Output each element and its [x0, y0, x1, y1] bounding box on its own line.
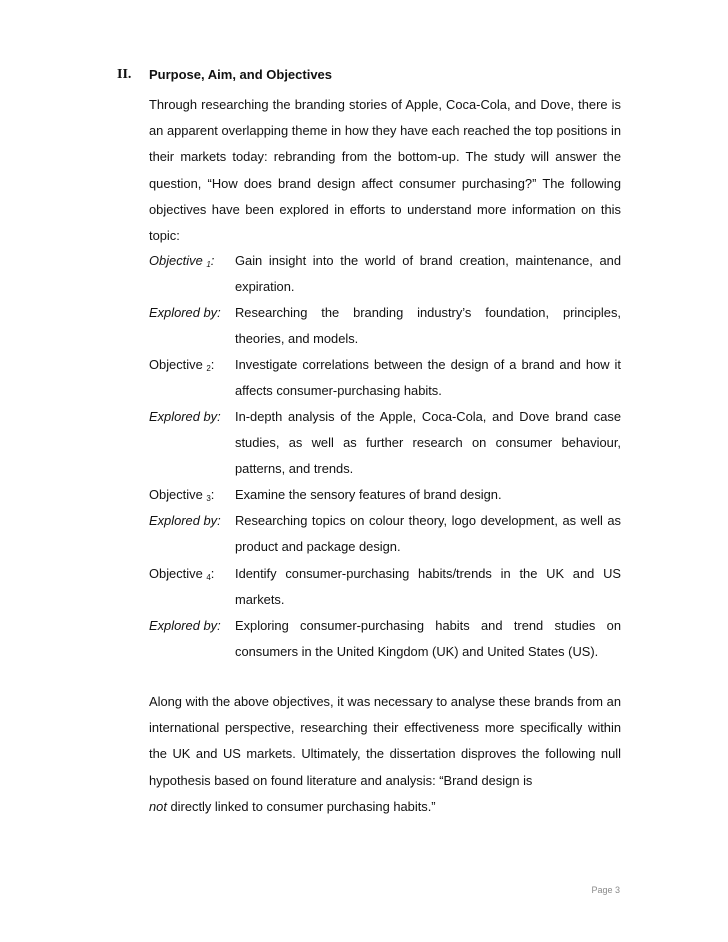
section-title: Purpose, Aim, and Objectives — [149, 67, 333, 82]
explored-by-row — [149, 508, 621, 560]
explored-by-label: Explored by: — [149, 305, 221, 320]
explored-by-label: Explored by: — [149, 409, 221, 424]
explored-by-row — [149, 404, 621, 483]
explored-by-label: Explored by: — [149, 513, 221, 528]
objective-text: Gain insight into the world of brand creation, maintenance, and expiration. — [235, 253, 621, 295]
emphasis-word: not — [149, 798, 167, 814]
objective-row — [149, 248, 621, 300]
objective-row — [149, 561, 621, 613]
objective-text: Identify consumer-purchasing habits/trends in the UK and US markets. — [235, 566, 621, 608]
explored-by-text: Researching the branding industry’s foundation, principles, theories, and models. — [235, 305, 621, 347]
objective-label: Objective $_2$: — [149, 357, 215, 373]
explored-by-row — [149, 300, 621, 352]
objective-row — [149, 352, 621, 404]
section-number: II. — [117, 67, 132, 82]
objective-row — [149, 482, 621, 508]
objective-label: Objective $_3$: — [149, 487, 215, 503]
objective-text: Examine the sensory features of brand design. — [235, 487, 502, 502]
explored-by-label: Explored by: — [149, 618, 221, 633]
objective-text: Investigate correlations between the design of a brand and how it affects consumer-purchasing habits. — [235, 357, 621, 399]
explored-by-row — [149, 613, 621, 665]
page-number: Page 3 — [591, 885, 620, 895]
explored-by-text: In-depth analysis of the Apple, Coca-Cola, and Dove brand case studies, as well as further research on consumer behaviour, patterns, and trends. — [235, 409, 621, 477]
intro-paragraph: Through researching the branding stories of Apple, Coca-Cola, and Dove, there is an apparent overlapping theme in how they have each reached the top positions in their markets today: rebranding from the bottom-up. The study will answer the question, “How does brand design affect consumer purchasing?” The following objectives have been explored in efforts to understand more information on this topic: — [149, 97, 621, 244]
explored-by-text: Researching topics on colour theory, logo development, as well as product and package design. — [235, 513, 621, 555]
closing-paragraph: Along with the above objectives, it was necessary to analyse these brands from an international perspective, researching their effectiveness more specifically within the UK and US markets. Ultimately, the dissertation disproves the following null hypothesis based on found literature and analysis: “Brand design is not directly linked to consumer purchasing habits.” — [149, 694, 621, 814]
explored-by-text: Exploring consumer-purchasing habits and trend studies on consumers in the United Kingdom (UK) and United States (US). — [235, 618, 621, 660]
objective-label: Objective $_4$: — [149, 566, 215, 582]
objective-label: Objective $_1$: — [149, 253, 215, 269]
